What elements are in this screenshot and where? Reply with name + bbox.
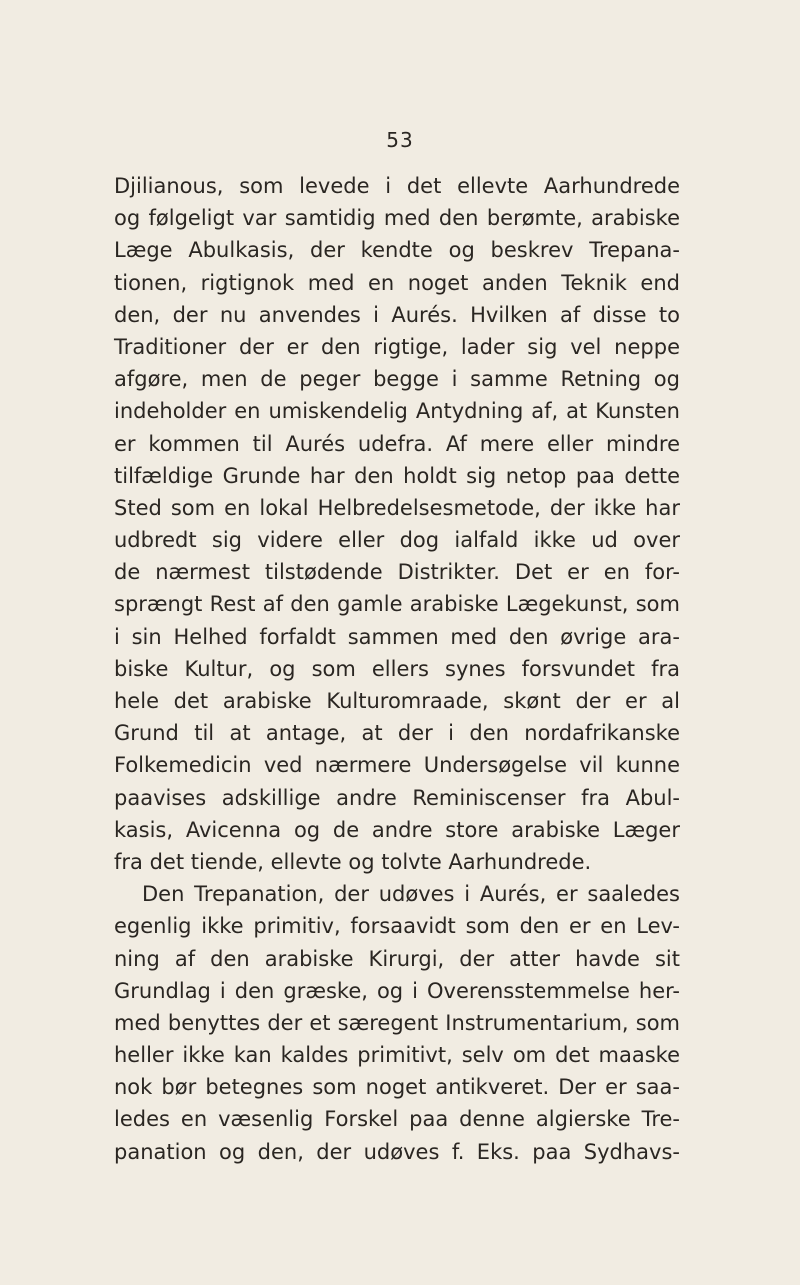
text-line: Grundlag i den græske, og i Overensstemmelse her- [114, 978, 680, 1003]
text-line: er kommen til Aurés udefra. Af mere eller mindre [114, 431, 680, 456]
text-line: med benyttes der et særegent Instrumentarium, som [114, 1010, 680, 1035]
text-line: kasis, Avicenna og de andre store arabiske Læger [114, 817, 680, 842]
text-line: heller ikke kan kaldes primitivt, selv om det maaske [114, 1043, 680, 1068]
paragraph-2 [114, 878, 680, 1168]
text-line: egenlig ikke primitiv, forsaavidt som den er en Lev- [114, 914, 680, 939]
text-line: i sin Helhed forfaldt sammen med den øvrige ara- [114, 624, 680, 649]
text-line: Traditioner der er den rigtige, lader sig vel neppe [114, 334, 680, 359]
text-line: Sted som en lokal Helbredelsesmetode, der ikke har [114, 495, 680, 520]
text-line: Læge Abulkasis, der kendte og beskrev Trepana- [114, 238, 680, 263]
text-line: paavises adskillige andre Reminiscenser fra Abul- [114, 785, 680, 810]
text-line: sprængt Rest af den gamle arabiske Lægekunst, som [114, 592, 680, 617]
text-line: nok bør betegnes som noget antikveret. Der er saa- [114, 1075, 680, 1100]
text-line: fra det tiende, ellevte og tolvte Aarhundrede. [114, 849, 592, 874]
text-line: Grund til at antage, at der i den nordafrikanske [114, 721, 680, 746]
text-line: ning af den arabiske Kirurgi, der atter havde sit [114, 946, 680, 971]
text-line: indeholder en umiskendelig Antydning af, at Kunsten [114, 399, 680, 424]
text-line: Den Trepanation, der udøves i Aurés, er saaledes [142, 882, 680, 907]
text-line: ledes en væsenlig Forskel paa denne algierske Tre- [114, 1107, 680, 1132]
text-line: panation og den, der udøves f. Eks. paa Sydhavs- [114, 1139, 680, 1164]
text-line: den, der nu anvendes i Aurés. Hvilken af disse to [114, 302, 680, 327]
text-line: de nærmest tilstødende Distrikter. Det er en for- [114, 560, 680, 585]
text-line: Folkemedicin ved nærmere Undersøgelse vil kunne [114, 753, 680, 778]
paragraph-1 [114, 170, 680, 878]
text-line: afgøre, men de peger begge i samme Retning og [114, 367, 680, 392]
text-line: tionen, rigtignok med en noget anden Teknik end [114, 270, 680, 295]
text-line: tilfældige Grunde har den holdt sig netop paa dette [114, 463, 680, 488]
text-line: Djilianous, som levede i det ellevte Aarhundrede [114, 174, 680, 198]
page-number: 53 [386, 128, 414, 152]
text-line: biske Kultur, og som ellers synes forsvundet fra [114, 656, 680, 681]
text-line: og følgeligt var samtidig med den berømte, arabiske [114, 206, 680, 231]
body-text [114, 170, 680, 1168]
text-line: udbredt sig videre eller dog ialfald ikke ud over [114, 528, 680, 553]
text-line: hele det arabiske Kulturomraade, skønt der er al [114, 689, 680, 713]
